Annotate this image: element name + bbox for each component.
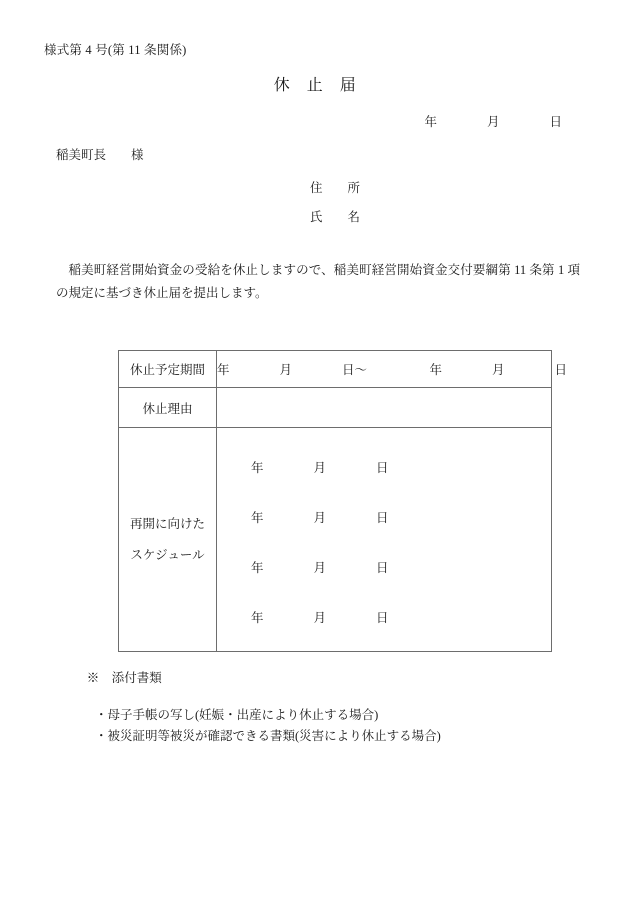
applicant-address-label: 住 所 [310, 181, 361, 195]
form-number: 様式第 4 号(第 11 条関係) [44, 43, 187, 57]
attachment-notes-title: 添付書類 [111, 671, 162, 685]
row-label-reason: 休止理由 [119, 388, 217, 428]
row-label-schedule [119, 428, 217, 652]
attachment-notes [68, 653, 441, 746]
row-label-schedule-line1: 再開に向けた [129, 516, 205, 531]
table-row-period [119, 351, 552, 388]
schedule-date-line[interactable]: 年 月 日 [251, 610, 389, 625]
row-label-schedule-line2: スケジュール [130, 547, 205, 562]
attachment-notes-heading [68, 653, 441, 701]
row-label-period: 休止予定期間 [119, 351, 217, 388]
row-value-period[interactable]: 年 月 日～ 年 月 日 [217, 351, 552, 388]
schedule-date-line[interactable]: 年 月 日 [251, 510, 389, 525]
body-paragraph: 稲美町経営開始資金の受給を休止しますので、稲美町経営開始資金交付要綱第 11 条第 1 項の規定に基づき休止届を提出します。 [56, 263, 580, 301]
row-value-schedule[interactable] [217, 428, 552, 652]
note-marker-icon: ※ [86, 671, 100, 685]
table-row-reason [119, 388, 552, 428]
submission-date-line: 年 月 日 [424, 115, 562, 129]
schedule-date-line[interactable]: 年 月 日 [251, 560, 389, 575]
row-value-reason[interactable] [217, 388, 552, 428]
applicant-name-label: 氏 名 [310, 210, 361, 224]
schedule-date-line[interactable]: 年 月 日 [251, 460, 389, 475]
table-row-schedule [119, 428, 552, 652]
addressee-line: 稲美町長 様 [56, 148, 144, 162]
attachment-notes-list [68, 705, 441, 746]
suspension-details-table [118, 350, 568, 652]
document-title: 休 止 届 [273, 77, 357, 94]
list-item: ・被災証明等被災が確認できる書類(災害により休止する場合) [95, 728, 441, 743]
list-item: ・母子手帳の写し(妊娠・出産により休止する場合) [95, 708, 379, 722]
schedule-date-lines [217, 443, 551, 643]
